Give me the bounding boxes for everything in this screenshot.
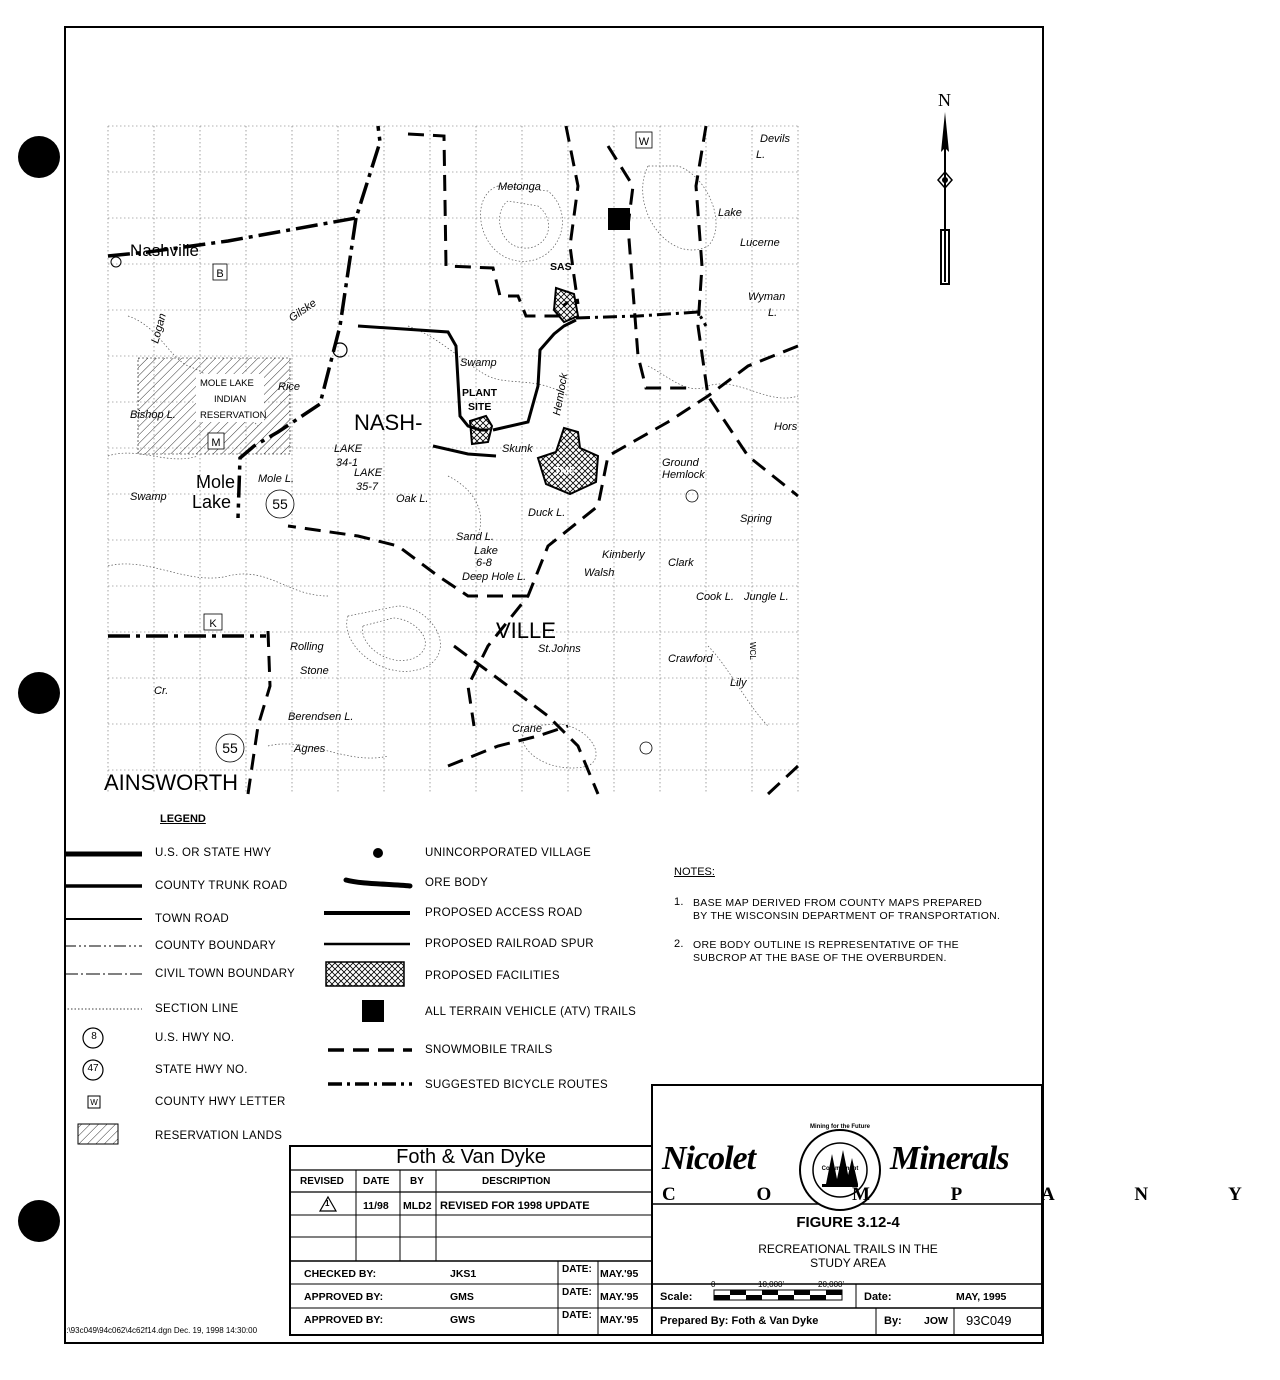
- shield-55a-text: 55: [272, 496, 288, 512]
- drawing-number: 93C049: [966, 1313, 1012, 1328]
- label-clark: Clark: [668, 557, 694, 569]
- label-horse: Hors: [774, 421, 798, 433]
- legend-ore-body: ORE BODY: [425, 877, 489, 889]
- checked-by-label: CHECKED BY:: [304, 1268, 377, 1280]
- legend-proposed-railroad-spur: PROPOSED RAILROAD SPUR: [425, 938, 594, 950]
- legend-left-symbols: [60, 840, 150, 1150]
- label-nash: NASH-: [354, 410, 423, 435]
- label-lily: Lily: [730, 677, 747, 689]
- label-stjohns: St.Johns: [538, 643, 581, 655]
- date-label-1: DATE:: [562, 1264, 592, 1275]
- by-value: JOW: [924, 1315, 948, 1327]
- label-swamp2: Swamp: [130, 491, 167, 503]
- note-2-line-1: ORE BODY OUTLINE IS REPRESENTATIVE OF THE: [693, 939, 959, 951]
- label-reservation-1: MOLE LAKE: [200, 378, 254, 389]
- label-lake341: LAKE: [334, 443, 363, 455]
- legend-state-hwy-no: STATE HWY NO.: [155, 1064, 248, 1076]
- approved-by-value-2: GWS: [450, 1314, 476, 1326]
- notes-title: NOTES:: [674, 866, 715, 878]
- scale-tick-10000: 10,000': [758, 1280, 784, 1289]
- note-2-line-2: SUBCROP AT THE BASE OF THE OVERBURDEN.: [693, 952, 947, 964]
- label-stone: Stone: [300, 665, 329, 677]
- note-1-line-1: BASE MAP DERIVED FROM COUNTY MAPS PREPARED: [693, 897, 983, 909]
- label-devils-l: L.: [756, 149, 766, 161]
- shield-w-text: W: [638, 136, 650, 148]
- label-deephole: Deep Hole L.: [462, 571, 527, 583]
- approved-by-value-1: GMS: [450, 1291, 474, 1303]
- snowmobile-trails: [248, 126, 798, 794]
- date-value-3: MAY.'95: [600, 1314, 639, 1326]
- punch-hole-top: [18, 136, 60, 178]
- atv-trail-marker: [608, 208, 630, 230]
- header-description: DESCRIPTION: [482, 1176, 551, 1187]
- legend-county-hwy-letter: COUNTY HWY LETTER: [155, 1096, 286, 1108]
- label-plant: PLANT: [462, 387, 497, 399]
- header-by: BY: [410, 1176, 424, 1187]
- legend-symbol-us-hwy: 8: [91, 1031, 97, 1042]
- label-bishop: Bishop L.: [130, 409, 176, 421]
- drawing-date: MAY, 1995: [956, 1291, 1007, 1303]
- legend-title: LEGEND: [160, 813, 206, 825]
- label-reservation-3: RESERVATION: [200, 410, 267, 421]
- date-label-3: DATE:: [562, 1310, 592, 1321]
- label-crawford: Crawford: [668, 653, 713, 665]
- label-lake: Lake: [192, 492, 232, 512]
- label-agnes: Agnes: [294, 743, 326, 755]
- legend-unincorporated-village: UNINCORPORATED VILLAGE: [425, 847, 592, 859]
- legend-atv-trails: ALL TERRAIN VEHICLE (ATV) TRAILS: [425, 1006, 637, 1018]
- scale-label: Scale:: [660, 1291, 693, 1303]
- file-path-footer: I:\93c049\94c062\4c62f14.dgn Dec. 19, 1998 14:30:00: [64, 1326, 258, 1335]
- label-ground: Ground: [662, 457, 699, 469]
- label-duck: Duck L.: [528, 507, 566, 519]
- prepared-by: Prepared By: Foth & Van Dyke: [660, 1315, 819, 1327]
- label-kimberly: Kimberly: [602, 549, 645, 561]
- label-metonga: Metonga: [498, 181, 541, 193]
- legend-symbol-county-letter: W: [90, 1098, 98, 1107]
- note-1-line-2: BY THE WISCONSIN DEPARTMENT OF TRANSPORTATION.: [693, 910, 1001, 922]
- north-arrow-icon: [930, 112, 960, 292]
- study-area-map: [104, 126, 800, 795]
- date-label-2: DATE:: [562, 1287, 592, 1298]
- label-devils: Devils: [760, 133, 790, 145]
- checked-by-value: JKS1: [450, 1268, 477, 1280]
- label-wyman: Wyman: [748, 291, 786, 303]
- north-label: N: [938, 90, 951, 110]
- scale-tick-0: 0: [711, 1280, 716, 1289]
- shield-b-text: B: [216, 268, 224, 280]
- label-sand: Sand L.: [456, 531, 494, 543]
- shield-k-text: K: [209, 618, 217, 630]
- figure-number: FIGURE 3.12-4: [796, 1214, 900, 1231]
- label-jungle: Jungle L.: [744, 591, 789, 603]
- punch-hole-bottom: [18, 1200, 60, 1242]
- label-hemlock2: Hemlock: [662, 469, 705, 481]
- figure-title-line-2: STUDY AREA: [810, 1256, 886, 1270]
- header-date: DATE: [363, 1176, 390, 1187]
- revision-description: REVISED FOR 1998 UPDATE: [440, 1200, 590, 1212]
- label-rolling: Rolling: [290, 641, 324, 653]
- label-lake: Lake: [718, 207, 742, 219]
- legend-right-symbols: [320, 840, 420, 1100]
- figure-title-line-1: RECREATIONAL TRAILS IN THE: [758, 1242, 938, 1256]
- label-tmf: TMF: [554, 465, 576, 477]
- label-gilske: Gilske: [286, 297, 319, 325]
- label-spring: Spring: [740, 513, 772, 525]
- shield-m-text: M: [211, 437, 221, 449]
- legend-civil-town-boundary: CIVIL TOWN BOUNDARY: [155, 968, 296, 980]
- label-mole: Mole: [196, 472, 236, 492]
- label-lake357b: 35-7: [356, 481, 379, 493]
- revision-date: 11/98: [363, 1200, 389, 1212]
- shield-55b-text: 55: [222, 740, 238, 756]
- label-ainsworth: AINSWORTH: [104, 770, 239, 795]
- label-lake341b: 34-1: [336, 457, 359, 469]
- date-value-1: MAY.'95: [600, 1268, 639, 1280]
- header-revised: REVISED: [300, 1176, 344, 1187]
- legend-reservation-lands: RESERVATION LANDS: [155, 1130, 283, 1142]
- bicycle-routes: [576, 312, 706, 326]
- company-name-company: C O M P A N Y: [662, 1184, 1280, 1205]
- label-walsh: Walsh: [584, 567, 615, 579]
- revision-by: MLD2: [403, 1200, 432, 1212]
- legend-symbol-state-hwy: 47: [87, 1063, 99, 1074]
- label-skunk: Skunk: [502, 443, 533, 455]
- label-lake68: Lake: [474, 545, 498, 557]
- legend-us-state-hwy: U.S. OR STATE HWY: [155, 847, 272, 859]
- legend-proposed-access-road: PROPOSED ACCESS ROAD: [425, 907, 583, 919]
- label-lake357: LAKE: [354, 467, 383, 479]
- label-ville: VILLE: [496, 618, 556, 643]
- revision-mark: 1: [325, 1199, 330, 1208]
- punch-hole-middle: [18, 672, 60, 714]
- legend-town-road: TOWN ROAD: [155, 913, 230, 925]
- legend-county-boundary: COUNTY BOUNDARY: [155, 940, 277, 952]
- label-molelake-small: Mole L.: [258, 473, 295, 485]
- by-label: By:: [884, 1315, 902, 1327]
- firm-name: Foth & Van Dyke: [396, 1146, 546, 1168]
- label-oak: Oak L.: [396, 493, 429, 505]
- legend-county-trunk-road: COUNTY TRUNK ROAD: [155, 880, 288, 892]
- label-lake68b: 6-8: [476, 557, 492, 569]
- approved-by-label-2: APPROVED BY:: [304, 1314, 384, 1326]
- note-2-number: 2.: [674, 938, 684, 950]
- label-berendsen: Berendsen L.: [288, 711, 354, 723]
- label-cook: Cook L.: [696, 591, 734, 603]
- label-site: SITE: [468, 401, 492, 413]
- legend-bicycle-routes: SUGGESTED BICYCLE ROUTES: [425, 1079, 608, 1091]
- date-value-2: MAY.'95: [600, 1291, 639, 1303]
- legend-proposed-facilities: PROPOSED FACILITIES: [425, 970, 560, 982]
- note-1-number: 1.: [674, 896, 684, 908]
- legend-snowmobile-trails: SNOWMOBILE TRAILS: [425, 1044, 553, 1056]
- label-cr: Cr.: [154, 685, 169, 697]
- seal-text-top: Mining for the Future: [810, 1124, 870, 1130]
- legend-section-line: SECTION LINE: [155, 1003, 239, 1015]
- approved-by-label-1: APPROVED BY:: [304, 1291, 384, 1303]
- label-sas: SAS: [550, 261, 572, 273]
- seal-text-bottom: Commitment: [821, 1166, 859, 1172]
- date-word: Date:: [864, 1291, 892, 1303]
- label-logan: Logan: [149, 312, 169, 345]
- label-reservation-2: INDIAN: [214, 394, 247, 405]
- company-name-nicolet: Nicolet: [662, 1140, 756, 1177]
- company-name-minerals: Minerals: [890, 1140, 1009, 1177]
- label-crane: Crane: [512, 723, 542, 735]
- label-rice: Rice: [278, 381, 301, 393]
- label-lucerne: Lucerne: [740, 237, 780, 249]
- label-wyman-l: L.: [768, 307, 778, 319]
- label-swamp: Swamp: [460, 357, 497, 369]
- label-hemlock: Hemlock: [551, 372, 571, 417]
- label-nashville: Nashville: [130, 241, 199, 260]
- label-wcl: WCL: [748, 642, 757, 660]
- legend-us-hwy-no: U.S. HWY NO.: [155, 1032, 235, 1044]
- scale-tick-20000: 20,000': [818, 1280, 844, 1289]
